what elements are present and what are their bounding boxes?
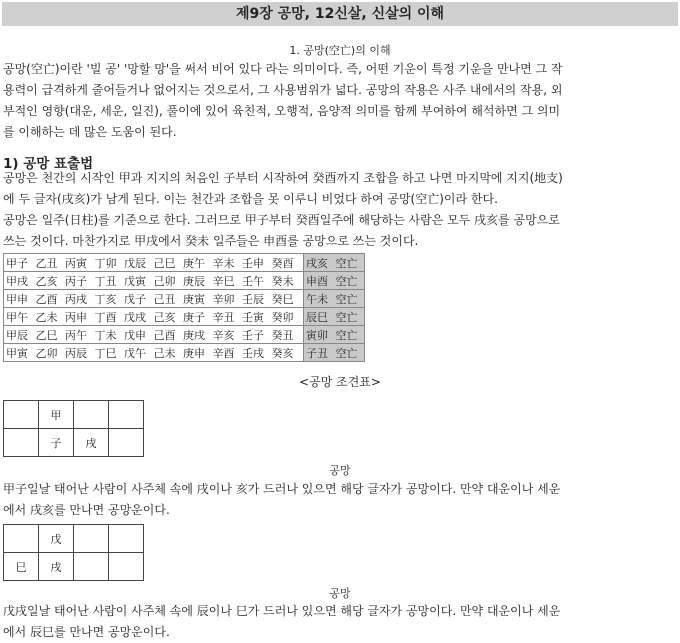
- intro-paragraph: [3, 59, 677, 143]
- example-1-caption: 공망: [329, 464, 351, 477]
- gongmang-cell: 申酉 空亡: [304, 272, 365, 290]
- gongmang-cell: 辰巳 空亡: [304, 308, 365, 326]
- subheading: 1) 공망 표출법: [3, 156, 94, 172]
- grid-row: [4, 429, 144, 457]
- method-paragraph: [3, 168, 677, 252]
- gongmang-cell: 子丑 空亡: [304, 344, 365, 362]
- grid-cell: 巳: [4, 553, 39, 581]
- section-heading: 1. 공망(空亡)의 이해: [289, 44, 391, 57]
- intro-line: 용력이 급격하게 줄어들거나 없어지는 것으로서, 그 사용범위가 넓다. 공망의 작용은 사주 내에서의 작용, 외: [3, 83, 563, 97]
- grid-cell: 戌: [74, 429, 109, 457]
- grid-cell: [74, 401, 109, 429]
- method-line: 쓰는 것이다. 마찬가지로 甲戌에서 癸未 일주들은 申酉를 공망으로 쓰는 것이다.: [3, 234, 419, 248]
- grid-cell: 子: [39, 429, 74, 457]
- method-line: 에 두 글자(戌亥)가 남게 된다. 이는 천간과 조합을 못 이루니 비었다 하여 공망(空亡)이라 한다.: [3, 192, 498, 206]
- grid-cell: 戌: [39, 553, 74, 581]
- grid-row: [4, 553, 144, 581]
- example-line: 甲子일날 태어난 사람이 사주체 속에 戌이나 亥가 드러나 있으면 해당 글자가 공망이다. 만약 대운이나 세운: [3, 482, 561, 496]
- intro-line: 공망(空亡)이란 '빌 공' '망할 망'을 써서 비어 있다 라는 의미이다. 즉, 어떤 기운이 특정 기운을 만나면 그 작: [3, 62, 563, 76]
- ganji-pairs-cell: 甲戌 乙亥 丙子 丁丑 戊寅 己卯 庚辰 辛巳 壬午 癸未: [4, 272, 304, 290]
- table-row: [4, 344, 365, 362]
- method-line: 공망은 일주(日柱)를 기준으로 한다. 그러므로 甲子부터 癸酉일주에 해당하는 사람은 모두 戌亥를 공망으로: [3, 213, 560, 227]
- grid-cell: [109, 401, 144, 429]
- intro-line: 를 이해하는 데 많은 도움이 된다.: [3, 125, 177, 139]
- gongmang-cell: 寅卯 空亡: [304, 326, 365, 344]
- example-line: 戊戌일날 태어난 사람이 사주체 속에 辰이나 巳가 드러나 있으면 해당 글자가 공망이다. 만약 대운이나 세운: [3, 604, 561, 618]
- ganji-pairs-cell: 甲申 乙酉 丙戌 丁亥 戊子 己丑 庚寅 辛卯 壬辰 癸巳: [4, 290, 304, 308]
- grid-cell: [109, 553, 144, 581]
- grid-row: [4, 401, 144, 429]
- ganji-pairs-cell: 甲午 乙未 丙申 丁酉 戊戌 己亥 庚子 辛丑 壬寅 癸卯: [4, 308, 304, 326]
- example-1-text: [3, 479, 677, 521]
- chapter-title: 제9장 공망, 12신살, 신살의 이해: [2, 2, 678, 26]
- grid-cell: 戊: [39, 525, 74, 553]
- grid-cell: 甲: [39, 401, 74, 429]
- gongmang-table: [3, 253, 365, 362]
- example-line: 에서 辰巳를 만나면 공망운이다.: [3, 625, 170, 639]
- saju-grid-example-1: [3, 400, 144, 457]
- grid-cell: [109, 525, 144, 553]
- table-caption: <공망 조견표>: [299, 375, 381, 389]
- table-row: [4, 254, 365, 272]
- gongmang-cell: 午未 空亡: [304, 290, 365, 308]
- example-line: 에서 戌亥를 만나면 공망운이다.: [3, 503, 170, 517]
- ganji-pairs-cell: 甲子 乙丑 丙寅 丁卯 戊辰 己巳 庚午 辛未 壬申 癸酉: [4, 254, 304, 272]
- table-row: [4, 272, 365, 290]
- example-2-caption: 공망: [329, 587, 351, 600]
- method-line: 공망은 천간의 시작인 甲과 지지의 처음인 子부터 시작하여 癸酉까지 조합을 하고 나면 마지막에 지지(地支): [3, 171, 563, 185]
- grid-cell: [4, 401, 39, 429]
- ganji-pairs-cell: 甲寅 乙卯 丙辰 丁巳 戊午 己未 庚申 辛酉 壬戌 癸亥: [4, 344, 304, 362]
- gongmang-cell: 戌亥 空亡: [304, 254, 365, 272]
- intro-line: 부적인 영향(대운, 세운, 일진), 풀이에 있어 육친적, 오행적, 음양적 의미를 함께 부여하여 해석하면 그 의미: [3, 104, 561, 118]
- ganji-pairs-cell: 甲辰 乙巳 丙午 丁未 戊申 己酉 庚戌 辛亥 壬子 癸丑: [4, 326, 304, 344]
- table-row: [4, 290, 365, 308]
- grid-cell: [74, 553, 109, 581]
- saju-grid-example-2: [3, 524, 144, 581]
- table-row: [4, 326, 365, 344]
- grid-row: [4, 525, 144, 553]
- grid-cell: [4, 429, 39, 457]
- grid-cell: [109, 429, 144, 457]
- grid-cell: [74, 525, 109, 553]
- example-2-text: [3, 601, 677, 643]
- grid-cell: [4, 525, 39, 553]
- table-row: [4, 308, 365, 326]
